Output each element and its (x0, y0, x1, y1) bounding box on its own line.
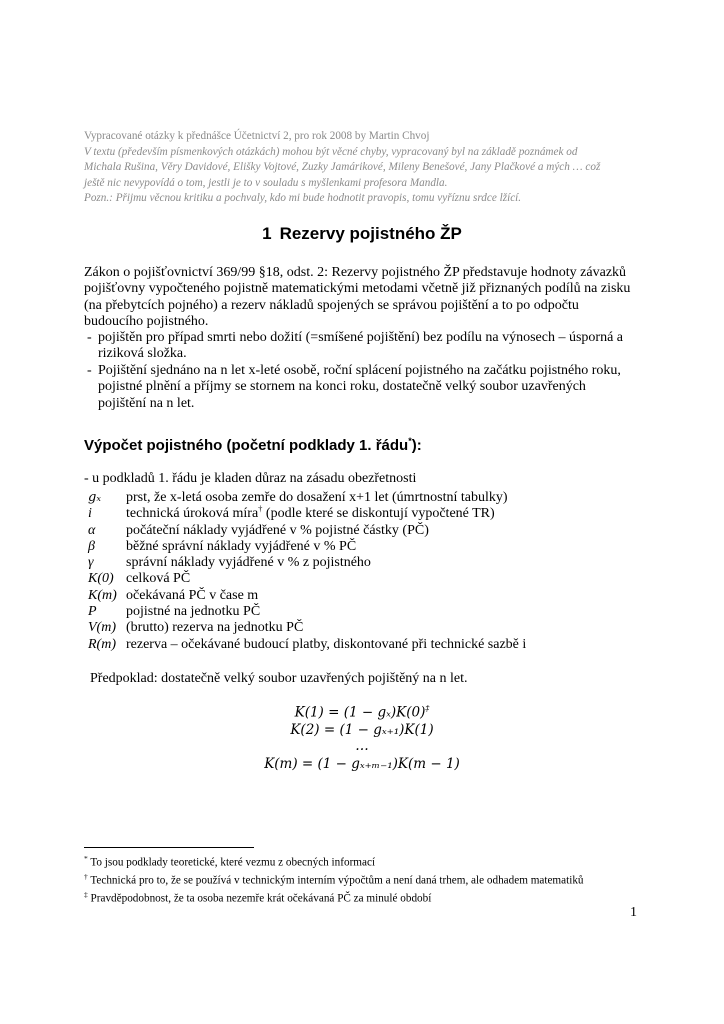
definition-symbol: β (88, 538, 95, 554)
subsection-heading (84, 436, 422, 454)
footnote-marker: † (84, 872, 88, 882)
assumption-line: Předpoklad: dostatečně velký soubor uzavřených pojištěný na n let. (90, 671, 468, 686)
definition-text: běžné správní náklady vyjádřené v % PČ (126, 538, 357, 554)
definition-symbol: α (88, 522, 96, 538)
header-line: Vypracované otázky k přednášce Účetnictví 2, pro rok 2008 by Martin Chvoj (84, 130, 430, 142)
header-note-line: V textu (především písmenkových otázkách) mohou být věcné chyby, vypracovaný byl na základě poznámek od (84, 145, 578, 158)
footnotes (84, 852, 584, 907)
subsection-title: Výpočet pojistného (početní podklady 1. řádu (84, 437, 409, 454)
definition-text: správní náklady vyjádřené v % z pojistného (126, 555, 371, 571)
bullet-line: Pojištění sjednáno na n let x-leté osobě, roční splácení pojistného na začátku pojistného roku, (98, 363, 621, 378)
paragraph-line: (na přebytcích pojného) a rezerv nákladů spojených se správou pojištění a to po odpočtu (84, 297, 579, 313)
document-header (84, 129, 644, 207)
header-note-line: ještě nic nevypovídá o tom, jestli je to v souladu s myšlenkami profesora Mandla. (84, 176, 448, 189)
bullet-line: riziková složka. (98, 346, 187, 362)
footnote (84, 852, 584, 870)
bullet-dash: - (87, 330, 92, 345)
definition-text: očekávaná PČ v čase m (126, 587, 259, 603)
definition-text: pojistné na jednotku PČ (126, 604, 261, 620)
equation-line (0, 756, 724, 772)
definition-text: celková PČ (126, 571, 191, 587)
section-title: Rezervy pojistného ŽP (279, 224, 462, 243)
intro-paragraph (84, 265, 654, 330)
footnote-separator (84, 847, 254, 848)
footnote-marker: ‡ (84, 890, 88, 900)
section-number: 1 (262, 224, 272, 243)
footnote (84, 870, 584, 888)
footnote-marker: † (258, 503, 263, 514)
page-number: 1 (630, 905, 637, 920)
paragraph-line: Zákon o pojišťovnictví 369/99 §18, odst. 2: Rezervy pojistného ŽP představuje hodnoty závazků (84, 265, 627, 280)
bullet-dash: - (87, 363, 92, 378)
definition-symbol: K(0) (88, 571, 114, 587)
paragraph-line: budoucího pojistného. (84, 313, 209, 329)
definition-symbol: γ (88, 555, 94, 571)
header-note-line: Pozn.: Přijmu věcnou kritiku a pochvaly, kdo mi bude hodnotit pravopis, tomu vyříznu srdce lžící. (84, 192, 522, 205)
equation-line (0, 722, 724, 738)
definition-text: počáteční náklady vyjádřené v % pojistné částky (PČ) (126, 522, 429, 538)
footnote-marker: * (408, 436, 412, 446)
equation: K(1) = (1 − gₓ)K(0) (294, 704, 426, 721)
paragraph-line: pojišťovny vypočteného pojistně matematickými metodami včetně již přiznaných podílů na zisku (84, 281, 631, 297)
footnote-text: Pravděpodobnost, že ta osoba nezemře krát očekávaná PČ za minulé období (87, 893, 432, 906)
bullet-line: pojistné plnění a příjmy se stornem na konci roku, dostatečně velký soubor uzavřených (98, 379, 586, 395)
section-heading (0, 224, 724, 244)
definition-text: rezerva – očekávané budoucí platby, diskontované při technické sazbě i (126, 636, 527, 652)
bullet-item (84, 363, 654, 412)
footnote-text: Technická pro to, že se používá v technickým interním výpočtům a není daná trhem, ale odhadem matematiků (87, 874, 584, 887)
definition-symbol: gₓ (88, 490, 101, 505)
intro-line: - u podkladů 1. řádu je kladen důraz na zásadu obezřetnosti (84, 471, 417, 486)
bullet-line: pojištěn pro případ smrti nebo dožití (=smíšené pojištění) bez podílu na výnosech – úsporná a (98, 330, 624, 345)
footnote-marker: * (84, 854, 88, 863)
subsection-title-suffix: ): (411, 437, 422, 454)
definition-text-after: (podle které se diskontují vypočtené TR) (262, 506, 495, 522)
equation-line (0, 704, 724, 721)
definition-text: technická úroková míra (126, 506, 259, 522)
definition-symbol: R(m) (88, 636, 116, 652)
definition-symbol: P (88, 604, 97, 620)
bullet-line: pojištění na n let. (98, 395, 195, 411)
footnote (84, 888, 584, 906)
definition-symbol: K(m) (88, 587, 117, 603)
definition-text: (brutto) rezerva na jednotku PČ (126, 620, 304, 636)
equation: K(2) = (1 − gₓ₊₁)K(1) (290, 722, 434, 738)
definition-symbol: V(m) (88, 620, 116, 636)
definition-symbol: i (88, 506, 92, 522)
header-note-line: Michala Rušina, Věry Davidové, Elišky Vojtové, Zuzky Jamárikové, Mileny Benešové, Jany Plačkové a mých … což (84, 161, 601, 174)
footnote-text: To jsou podklady teoretické, které vezmu z obecných informací (87, 856, 376, 869)
bullet-item (84, 330, 654, 363)
equation: K(m) = (1 − gₓ₊ₘ₋₁)K(m − 1) (264, 756, 460, 772)
definition-text: prst, že x-letá osoba zemře do dosažení x+1 let (úmrtnostní tabulky) (126, 490, 508, 505)
equation-ellipsis: … (355, 738, 369, 754)
footnote-marker: ‡ (425, 704, 430, 713)
